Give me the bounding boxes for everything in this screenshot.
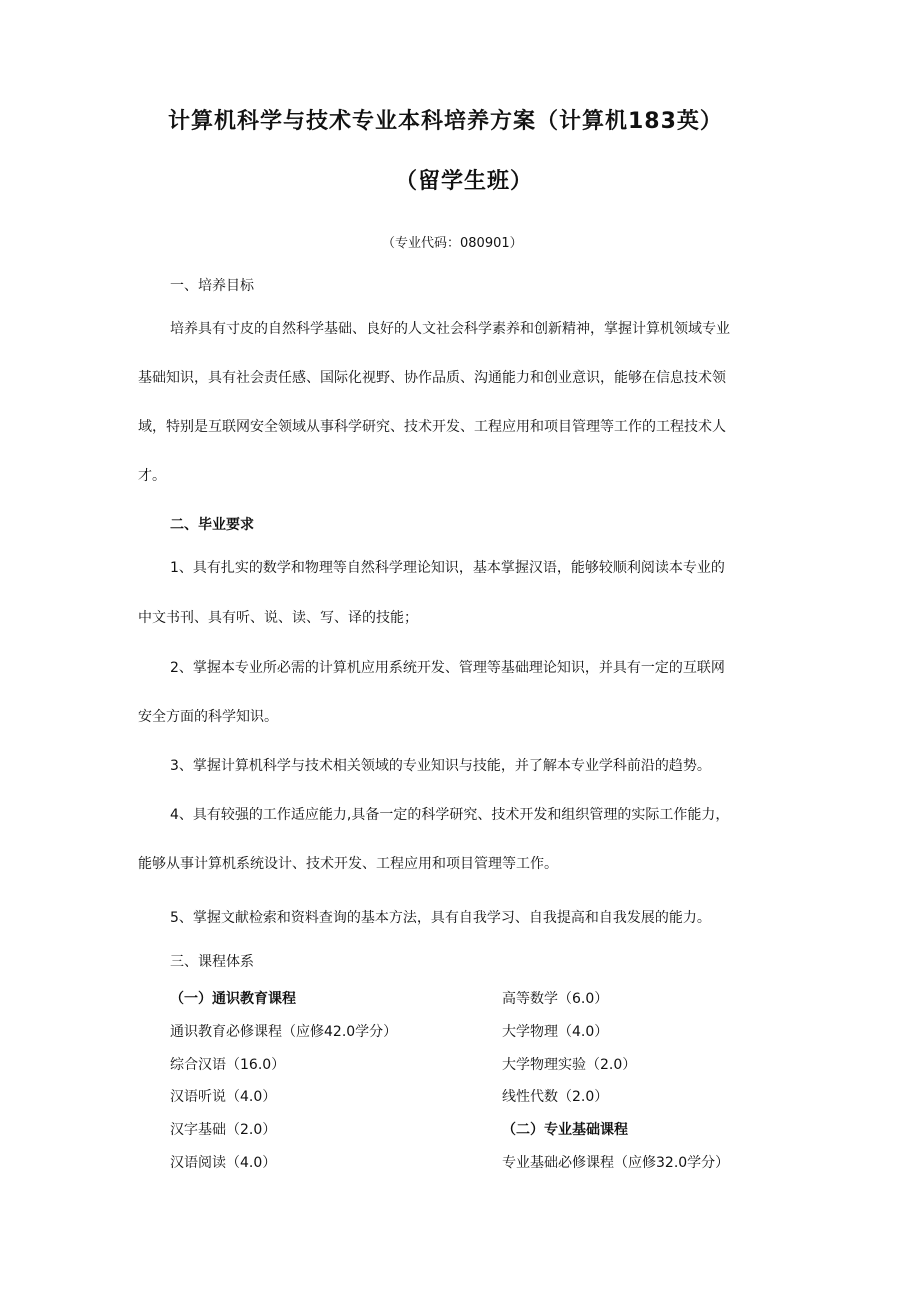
requirement-line: 5、掌握文献检索和资料查询的基本方法，具有自我学习、自我提高和自我发展的能力。 — [170, 910, 711, 926]
major-code: （专业代码：080901） — [382, 236, 523, 251]
requirement-line: 4、具有较强的工作适应能力,具备一定的科学研究、技术开发和组织管理的实际工作能力， — [170, 807, 730, 823]
page-subtitle: （留学生班） — [395, 169, 534, 194]
requirement-line: 中文书刊、具有听、说、读、写、译的技能； — [138, 610, 418, 626]
objective-line: 培养具有寸皮的自然科学基础、良好的人文社会科学素养和创新精神，掌握计算机领域专业 — [170, 321, 730, 337]
course-category: （一）通识教育课程 — [170, 991, 296, 1007]
page-title: 计算机科学与技术专业本科培养方案（计算机183英） — [168, 109, 723, 134]
course-item: 专业基础必修课程（应修32.0学分） — [502, 1155, 730, 1171]
course-item: 大学物理实验（2.0） — [502, 1057, 637, 1073]
course-item: 汉语阅读（4.0） — [170, 1155, 277, 1171]
course-item: 通识教育必修课程（应修42.0学分） — [170, 1024, 398, 1040]
requirements-heading: 二、毕业要求 — [170, 517, 254, 533]
course-item: 高等数学（6.0） — [502, 991, 609, 1007]
course-item: 综合汉语（16.0） — [170, 1057, 286, 1073]
requirement-line: 安全方面的科学知识。 — [138, 709, 278, 725]
course-category: （二）专业基础课程 — [502, 1122, 628, 1138]
course-item: 大学物理（4.0） — [502, 1024, 609, 1040]
requirement-line: 2、掌握本专业所必需的计算机应用系统开发、管理等基础理论知识，并具有一定的互联网 — [170, 660, 725, 676]
curriculum-heading: 三、课程体系 — [170, 954, 254, 970]
course-item: 线性代数（2.0） — [502, 1089, 609, 1105]
requirement-line: 3、掌握计算机科学与技术相关领域的专业知识与技能，并了解本专业学科前沿的趋势。 — [170, 758, 711, 774]
requirement-line: 能够从事计算机系统设计、技术开发、工程应用和项目管理等工作。 — [138, 856, 558, 872]
course-item: 汉语听说（4.0） — [170, 1089, 277, 1105]
objective-heading: 一、培养目标 — [170, 278, 254, 294]
course-item: 汉字基础（2.0） — [170, 1122, 277, 1138]
requirement-line: 1、具有扎实的数学和物理等自然科学理论知识，基本掌握汉语，能够较顺利阅读本专业的 — [170, 560, 725, 576]
objective-line: 才。 — [138, 468, 166, 484]
objective-line: 域，特别是互联网安全领域从事科学研究、技术开发、工程应用和项目管理等工作的工程技术人 — [138, 419, 726, 435]
objective-line: 基础知识，具有社会责任感、国际化视野、协作品质、沟通能力和创业意识，能够在信息技术领 — [138, 370, 726, 386]
